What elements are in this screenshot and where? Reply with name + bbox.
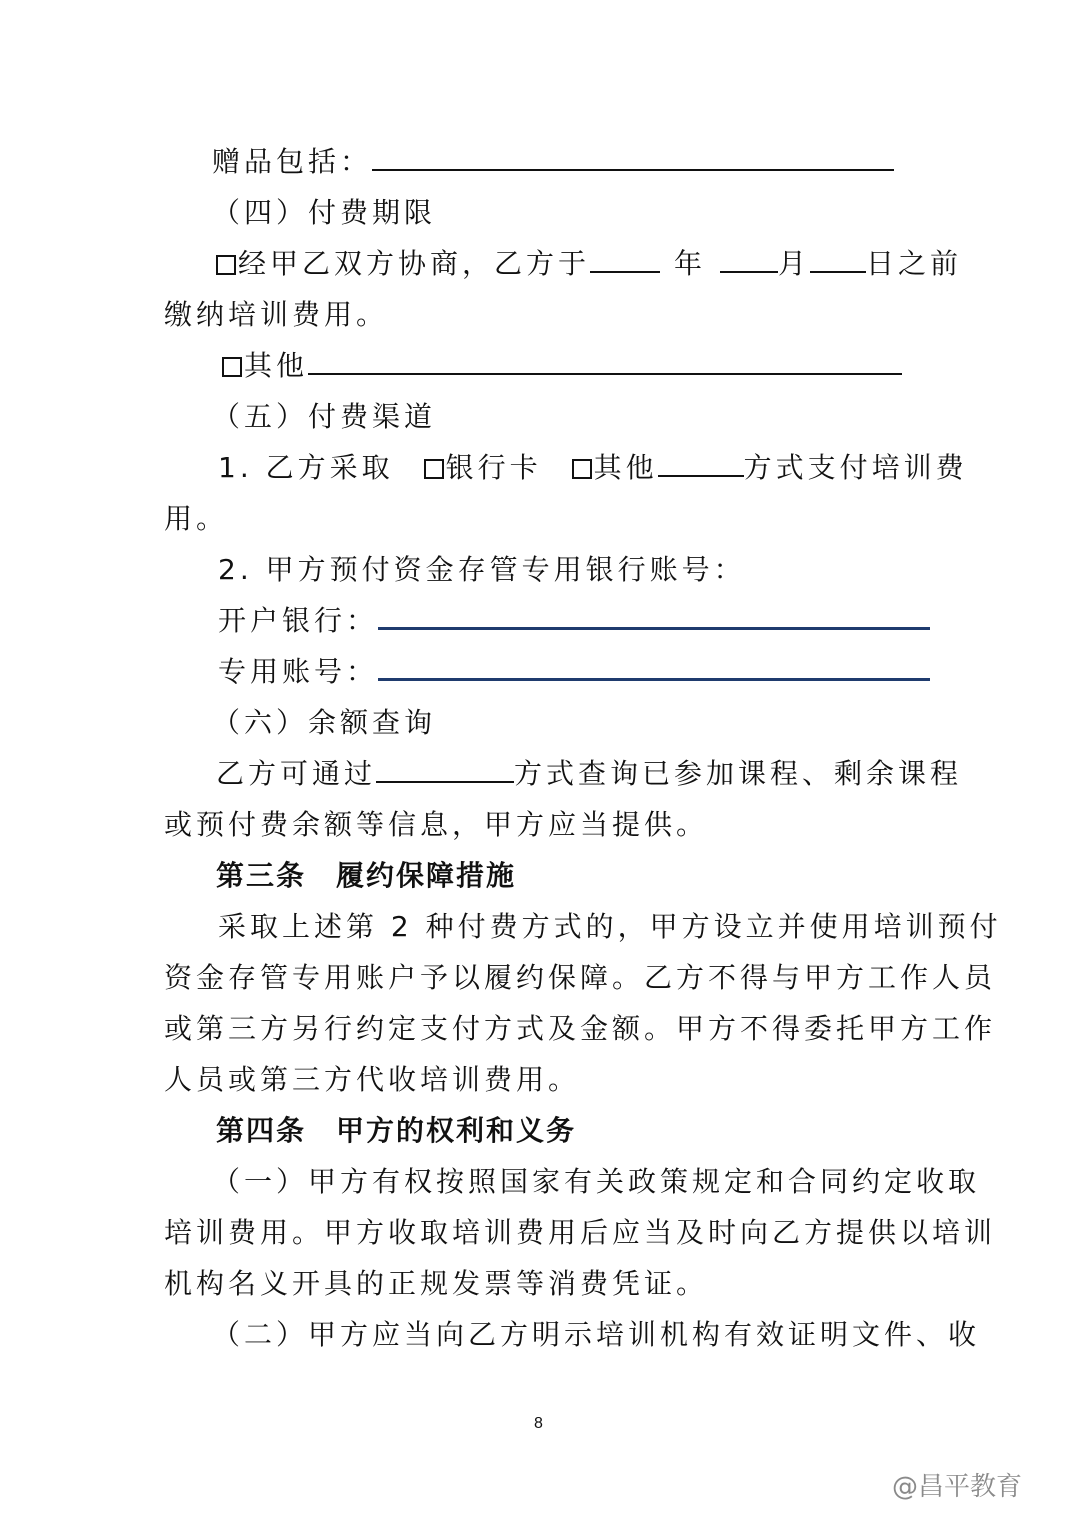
gifts-label: 赠品包括： [212, 145, 373, 178]
article-4-1a: （一）甲方有权按照国家有关政策规定和合同约定收取 [212, 1165, 981, 1198]
article-3-p1: 采取上述第 2 种付费方式的，甲方设立并使用培训预付 [218, 910, 1002, 943]
checkbox-other-channel[interactable] [572, 459, 592, 479]
account-intro: 2. 甲方预付资金存管专用银行账号： [218, 553, 746, 586]
bank-line [218, 601, 930, 641]
page-number: 8 [534, 1415, 543, 1432]
channel-other-blank[interactable] [658, 449, 744, 477]
channel-other-label: 其他 [593, 451, 658, 484]
article-4-heading: 第四条 甲方的权利和义务 [216, 1114, 577, 1147]
term-year-label: 年 [674, 247, 707, 280]
balance-suffix: 方式查询已参加课程、剩余课程 [514, 757, 963, 790]
channel-suffix: 方式支付培训费 [743, 451, 968, 484]
article-3-p3: 或第三方另行约定支付方式及金额。甲方不得委托甲方工作 [164, 1012, 997, 1045]
article-4-1b: 培训费用。甲方收取培训费用后应当及时向乙方提供以培训 [164, 1216, 997, 1249]
bank-blank[interactable] [378, 601, 930, 630]
account-label: 专用账号： [218, 655, 379, 688]
gifts-line [212, 142, 894, 182]
term-day-blank[interactable] [810, 245, 866, 273]
payment-term-cont: 缴纳培训费用。 [164, 298, 389, 331]
balance-blank[interactable] [376, 755, 514, 783]
other-term-line [222, 346, 902, 386]
account-line [218, 652, 930, 692]
section-6-heading: （六）余额查询 [212, 706, 437, 739]
account-blank[interactable] [378, 652, 930, 681]
article-3-heading: 第三条 履约保障措施 [216, 859, 517, 892]
checkbox-other-term[interactable] [222, 357, 242, 377]
balance-cont: 或预付费余额等信息，甲方应当提供。 [164, 808, 709, 841]
balance-line [216, 754, 962, 794]
payment-term-line [216, 244, 962, 284]
term-month-blank[interactable] [720, 245, 778, 273]
checkbox-agreed-term[interactable] [216, 255, 236, 275]
term-year-blank[interactable] [590, 245, 660, 273]
gifts-blank[interactable] [372, 143, 894, 171]
bank-label: 开户银行： [218, 604, 379, 637]
article-4-2a: （二）甲方应当向乙方明示培训机构有效证明文件、收 [212, 1318, 981, 1351]
checkbox-bank-card[interactable] [424, 459, 444, 479]
channel-cont: 用。 [164, 502, 229, 535]
term-day-suffix: 日之前 [866, 247, 963, 280]
other-term-blank[interactable] [308, 347, 902, 375]
article-4-1c: 机构名义开具的正规发票等消费凭证。 [164, 1267, 709, 1300]
channel-prefix: 1. 乙方采取 [218, 451, 394, 484]
section-4-heading: （四）付费期限 [212, 196, 437, 229]
channel-bank-label: 银行卡 [445, 451, 542, 484]
term-month-label: 月 [778, 247, 811, 280]
article-3-p2: 资金存管专用账户予以履约保障。乙方不得与甲方工作人员 [164, 961, 997, 994]
section-5-heading: （五）付费渠道 [212, 400, 437, 433]
channel-line [218, 448, 968, 488]
article-3-p4: 人员或第三方代收培训费用。 [164, 1063, 581, 1096]
balance-prefix: 乙方可通过 [216, 757, 377, 790]
term-prefix: 经甲乙双方协商，乙方于 [238, 247, 591, 280]
other-term-label: 其他 [244, 349, 309, 382]
watermark: @昌平教育 [892, 1472, 1023, 1502]
